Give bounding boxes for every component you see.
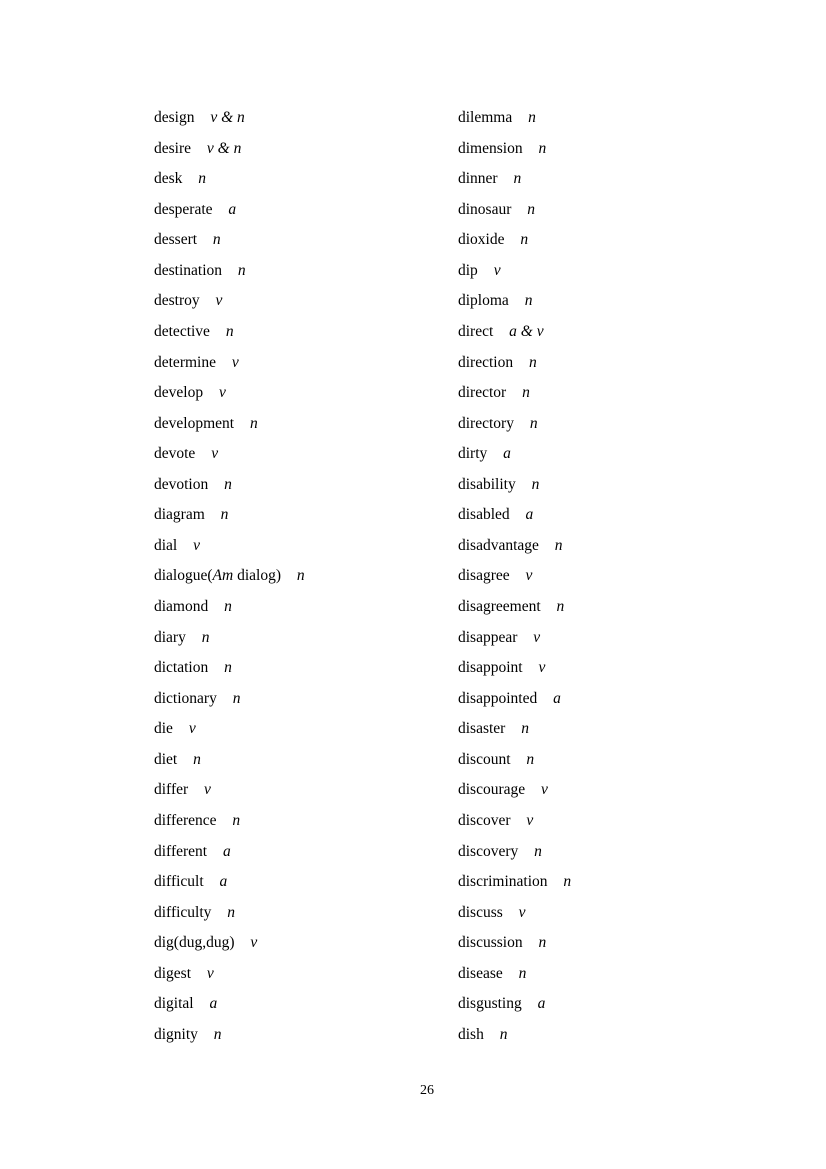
word-entry (458, 714, 571, 745)
word-text: discourage (458, 781, 526, 799)
word-entry (154, 164, 305, 195)
word-entry (458, 653, 571, 684)
word-text: desperate (154, 200, 213, 218)
pos-tag: n (522, 384, 530, 402)
word-entry (458, 561, 571, 592)
word-text: dip (458, 261, 478, 279)
pos-tag: n (225, 322, 234, 340)
pos-tag: a (222, 842, 231, 860)
pos-tag: v (538, 659, 546, 677)
pos-tag: a (553, 689, 561, 707)
word-entry (458, 439, 571, 470)
word-entry (154, 714, 305, 745)
pos-tag: n (224, 598, 232, 615)
word-entry (458, 898, 571, 929)
pos-tag: v & n (206, 139, 242, 157)
word-text: disaster (458, 720, 506, 738)
pos-tag: n (520, 231, 529, 249)
word-text: diploma (458, 292, 509, 310)
word-text: disgusting (458, 995, 522, 1013)
pos-tag: n (526, 750, 535, 768)
word-text: disagreement (458, 598, 541, 615)
word-text: disadvantage (458, 536, 539, 554)
word-entry (154, 256, 305, 287)
pos-tag: v & n (210, 109, 245, 126)
word-entry (458, 317, 571, 348)
word-text: dinner (458, 170, 498, 188)
pos-tag: v (493, 261, 501, 279)
pos-tag: v (526, 811, 534, 829)
pos-tag: v (231, 353, 239, 371)
pos-tag: v (206, 964, 214, 982)
pos-tag: a (503, 445, 511, 463)
word-text: determine (154, 353, 216, 371)
word-text: dictation (154, 659, 209, 677)
pos-tag: a (525, 506, 534, 524)
word-text: design (154, 109, 195, 126)
pos-tag: n (563, 873, 572, 891)
word-entry (458, 928, 571, 959)
word-entry (458, 684, 571, 715)
word-entry (154, 531, 305, 562)
word-entry (154, 837, 305, 868)
word-entry (154, 378, 305, 409)
word-entry (154, 225, 305, 256)
word-entry (154, 195, 305, 226)
word-text: direct (458, 322, 494, 340)
word-entry (458, 867, 571, 898)
word-entry (154, 623, 305, 654)
word-entry (458, 1020, 571, 1051)
pos-tag: v (215, 292, 223, 310)
word-entry (154, 867, 305, 898)
word-text: disappointed (458, 689, 538, 707)
word-text: development (154, 414, 235, 432)
word-entry (458, 286, 571, 317)
word-entry (458, 409, 571, 440)
pos-tag: n (534, 842, 542, 860)
word-entry (458, 348, 571, 379)
word-entry (154, 348, 305, 379)
word-text: dictionary (154, 689, 217, 707)
word-text: diet (154, 750, 178, 768)
word-text: discount (458, 750, 511, 768)
word-entry (458, 592, 571, 623)
word-text: dessert (154, 231, 198, 249)
word-entry (154, 989, 305, 1020)
word-text: desire (154, 139, 192, 157)
word-text: destroy (154, 292, 200, 310)
word-text: discussion (458, 934, 523, 952)
pos-tag: n (538, 139, 547, 157)
pos-tag: n (524, 292, 533, 310)
word-entry (154, 745, 305, 776)
pos-tag: n (212, 231, 221, 249)
word-entry (154, 898, 305, 929)
pos-tag: n (529, 414, 538, 432)
pos-tag: a (537, 995, 546, 1013)
word-entry (154, 1020, 305, 1051)
word-list-column-right (458, 103, 571, 1050)
pos-tag: v (518, 903, 526, 921)
word-entry (154, 134, 305, 165)
word-entry (154, 317, 305, 348)
word-text: disability (458, 475, 516, 493)
pos-tag: v (541, 781, 548, 799)
word-text: dimension (458, 139, 523, 157)
word-entry (458, 531, 571, 562)
word-entry (154, 775, 305, 806)
word-entry (154, 103, 305, 134)
word-entry (154, 684, 305, 715)
pos-tag: a (228, 200, 237, 218)
word-text: dirty (458, 445, 488, 463)
word-note-italic: Am (212, 567, 234, 585)
word-text: diamond (154, 598, 209, 615)
pos-tag: n (554, 536, 563, 554)
word-entry (154, 409, 305, 440)
pos-tag: n (224, 475, 232, 493)
word-text: discover (458, 811, 511, 829)
pos-tag: v (533, 628, 541, 646)
word-text: discuss (458, 903, 503, 921)
pos-tag: n (527, 200, 536, 218)
word-text: directory (458, 414, 514, 432)
word-text: dial (154, 536, 178, 554)
word-entry (458, 745, 571, 776)
pos-tag: n (198, 170, 207, 188)
word-entry (154, 806, 305, 837)
pos-tag: n (528, 109, 536, 126)
pos-tag: n (556, 598, 565, 615)
word-text: digest (154, 964, 192, 982)
word-entry (458, 164, 571, 195)
pos-tag: a (219, 873, 228, 891)
word-text: director (458, 384, 507, 402)
pos-tag: n (296, 567, 305, 585)
word-text: differ (154, 781, 189, 799)
pos-tag: v (211, 445, 219, 463)
word-text: different (154, 842, 208, 860)
pos-tag: n (201, 628, 210, 646)
word-entry (458, 195, 571, 226)
pos-tag: n (193, 750, 201, 768)
word-entry (458, 470, 571, 501)
word-entry (458, 256, 571, 287)
pos-tag: v (250, 934, 258, 952)
word-entry (154, 561, 305, 592)
pos-tag: v (525, 567, 533, 585)
word-entry (458, 837, 571, 868)
word-text: difficulty (154, 903, 212, 921)
pos-tag: v (218, 384, 226, 402)
pos-tag: n (249, 414, 258, 432)
word-text: disappear (458, 628, 518, 646)
pos-tag: n (499, 1025, 508, 1043)
page-number: 26 (420, 1083, 434, 1098)
pos-tag: n (518, 964, 527, 982)
word-text: disabled (458, 506, 510, 524)
word-entry (154, 500, 305, 531)
pos-tag: n (528, 353, 537, 371)
word-entry (458, 103, 571, 134)
word-entry (458, 959, 571, 990)
word-text: dialogue(Am dialog) (154, 567, 281, 585)
word-text: dioxide (458, 231, 505, 249)
word-text: disagree (458, 567, 510, 585)
word-entry (154, 959, 305, 990)
word-text: diary (154, 628, 186, 646)
word-text: digital (154, 995, 194, 1013)
word-text: develop (154, 384, 204, 402)
word-entry (154, 470, 305, 501)
word-text: discovery (458, 842, 519, 860)
pos-tag: n (232, 689, 241, 707)
word-text: dinosaur (458, 200, 512, 218)
word-entry (154, 928, 305, 959)
pos-tag: v (193, 536, 201, 554)
word-text: die (154, 720, 173, 738)
pos-tag: n (521, 720, 529, 738)
word-entry (458, 225, 571, 256)
word-text: destination (154, 261, 223, 279)
word-text: disease (458, 964, 503, 982)
word-entry (154, 439, 305, 470)
pos-tag: n (224, 659, 232, 677)
word-text: dilemma (458, 109, 513, 126)
word-text: diagram (154, 506, 205, 524)
word-text: detective (154, 322, 210, 340)
word-text: difference (154, 811, 217, 829)
word-entry (154, 653, 305, 684)
word-entry (458, 775, 571, 806)
pos-tag: n (232, 811, 241, 829)
word-text: devote (154, 445, 196, 463)
word-text: desk (154, 170, 183, 188)
pos-tag: a & v (509, 322, 544, 340)
pos-tag: n (220, 506, 229, 524)
pos-tag: n (531, 475, 540, 493)
pos-tag: v (188, 720, 196, 738)
word-text: discrimination (458, 873, 548, 891)
pos-tag: v (204, 781, 211, 799)
word-text: dig(dug,dug) (154, 934, 235, 952)
word-text: dignity (154, 1025, 198, 1043)
word-entry (458, 989, 571, 1020)
pos-tag: n (227, 903, 236, 921)
word-entry (458, 134, 571, 165)
pos-tag: n (513, 170, 522, 188)
word-entry (154, 286, 305, 317)
pos-tag: a (209, 995, 218, 1013)
word-text: disappoint (458, 659, 523, 677)
word-entry (458, 500, 571, 531)
word-text: direction (458, 353, 514, 371)
pos-tag: n (538, 934, 547, 952)
word-text: devotion (154, 475, 209, 493)
pos-tag: n (213, 1025, 222, 1043)
word-entry (458, 623, 571, 654)
word-entry (458, 806, 571, 837)
pos-tag: n (237, 261, 246, 279)
word-text: dish (458, 1025, 484, 1043)
word-text: difficult (154, 873, 204, 891)
word-entry (154, 592, 305, 623)
word-entry (458, 378, 571, 409)
word-list-column-left (154, 103, 305, 1050)
